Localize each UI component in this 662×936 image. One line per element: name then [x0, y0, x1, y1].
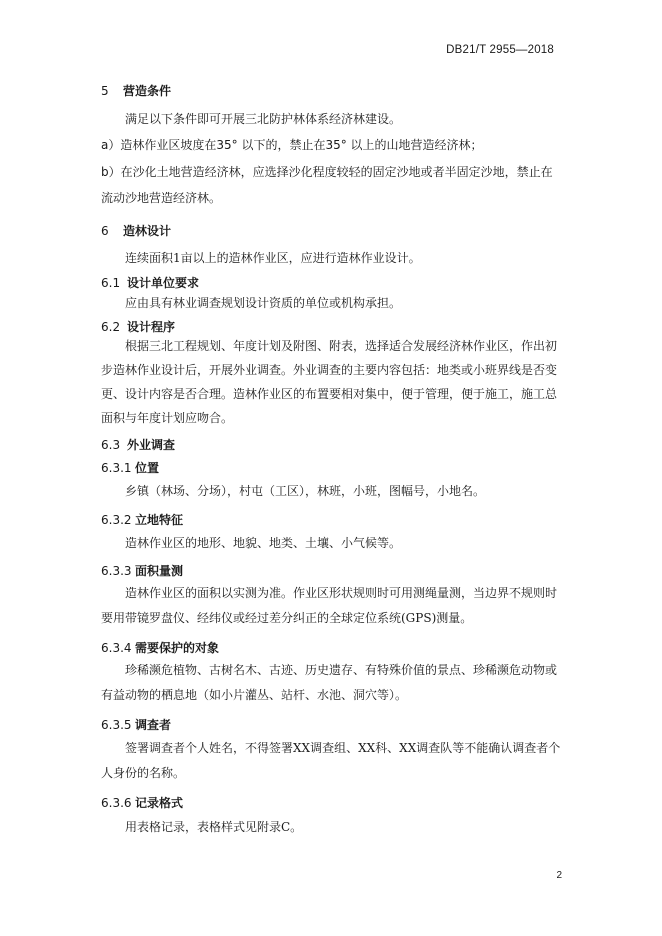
section-6-1-text: 应由具有林业调查规划设计资质的单位或机构承担。	[125, 296, 402, 310]
section-6-intro: 连续面积1亩以上的造林作业区，应进行造林作业设计。	[125, 251, 421, 265]
section-number: 6.2	[101, 320, 121, 334]
document-code: DB21/T 2955—2018	[446, 44, 554, 56]
section-6-2-heading	[101, 318, 175, 335]
section-6-2-text: 根据三北工程规划、年度计划及附图、附表，选择适合发展经济林作业区，作出初步造林作业设计后，开展外业调查。外业调查的主要内容包括：地类或小班界线是否变更、设计内容是否合理。造林作业区的布置要相对集中，便于管理，便于施工，施工总面积与年度计划应吻合。	[101, 339, 558, 425]
section-5-heading	[101, 82, 171, 99]
section-number: 6.3	[101, 438, 121, 452]
section-title: 设计单位要求	[127, 276, 200, 290]
section-6-3-6-text: 用表格记录，表格样式见附录C。	[125, 820, 303, 834]
section-number: 6.1	[101, 276, 121, 290]
section-number: 6.3.1	[101, 461, 132, 475]
section-title: 面积量测	[135, 564, 184, 578]
section-title: 位置	[135, 461, 160, 475]
list-item-a: a）造林作业区坡度在35° 以下的，禁止在35° 以上的山地营造经济林；	[101, 138, 483, 152]
section-title: 营造条件	[123, 84, 172, 98]
section-6-1-heading	[101, 274, 199, 291]
section-title: 造林设计	[123, 224, 172, 238]
section-6-heading	[101, 222, 171, 239]
section-5-intro: 满足以下条件即可开展三北防护林体系经济林建设。	[125, 112, 402, 126]
section-6-3-heading	[101, 436, 175, 453]
section-number: 6.3.5	[101, 718, 132, 732]
section-title: 外业调查	[127, 438, 176, 452]
section-6-3-5-text: 签署调查者个人姓名，不得签署XX调查组、XX科、XX调查队等不能确认调查者个人身份的名称。	[101, 741, 561, 780]
section-6-3-6-heading	[101, 794, 183, 811]
section-number: 6.3.3	[101, 564, 132, 578]
list-item-b: b）在沙化土地营造经济林，应选择沙化程度较轻的固定沙地或者半固定沙地，禁止在流动沙地营造经济林。	[101, 165, 553, 205]
section-6-3-1-text: 乡镇（林场、分场），村屯（工区），林班，小班，图幅号，小地名。	[125, 484, 486, 498]
section-number: 6.3.4	[101, 641, 132, 655]
section-6-3-3-heading	[101, 562, 183, 579]
section-title: 立地特征	[135, 513, 184, 527]
section-number: 6	[101, 224, 109, 238]
section-title: 记录格式	[135, 796, 184, 810]
section-6-3-4-text: 珍稀濒危植物、古树名木、古迹、历史遗存、有特殊价值的景点、珍稀濒危动物或有益动物的栖息地（如小片灌丛、站杆、水池、洞穴等）。	[101, 663, 558, 702]
section-6-3-4-heading	[101, 639, 219, 656]
section-number: 6.3.2	[101, 513, 132, 527]
section-6-3-1-heading	[101, 459, 159, 476]
section-6-3-3-text: 造林作业区的面积以实测为准。作业区形状规则时可用测绳量测，当边界不规则时要用带镜罗盘仪、经纬仪或经过差分纠正的全球定位系统(GPS)测量。	[101, 586, 558, 625]
section-title: 调查者	[135, 718, 172, 732]
page-number: 2	[556, 870, 562, 881]
section-number: 5	[101, 84, 109, 98]
section-6-3-2-heading	[101, 511, 183, 528]
section-title: 设计程序	[127, 320, 176, 334]
section-number: 6.3.6	[101, 796, 132, 810]
section-6-3-2-text: 造林作业区的地形、地貌、地类、土壤、小气候等。	[125, 536, 402, 550]
section-title: 需要保护的对象	[135, 641, 220, 655]
section-6-3-5-heading	[101, 716, 171, 733]
